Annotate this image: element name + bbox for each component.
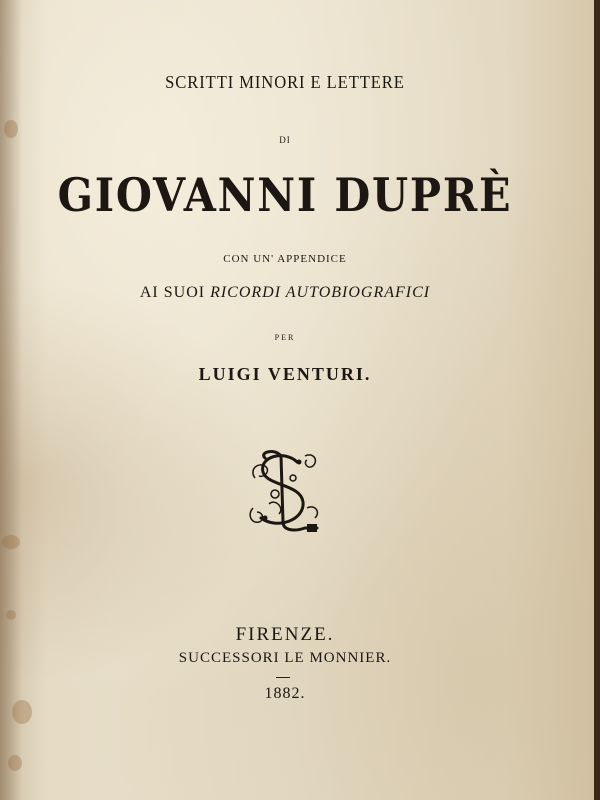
- foxing-stain: [6, 610, 16, 620]
- divider-rule: [276, 677, 290, 678]
- publication-year: 1882.: [264, 685, 306, 702]
- appendix-line-2: [0, 284, 570, 302]
- di-label: DI: [279, 135, 291, 145]
- publication-city: FIRENZE.: [235, 624, 335, 645]
- publisher-name: SUCCESSORI LE MONNIER.: [178, 650, 392, 666]
- appendix-italic: RICORDI AUTOBIOGRAFICI: [210, 284, 431, 301]
- author-name: GIOVANNI DUPRÈ: [57, 168, 513, 222]
- foxing-stain: [2, 535, 20, 549]
- series-title: SCRITTI MINORI E LETTERE: [165, 72, 405, 92]
- editor-name: LUIGI VENTURI.: [198, 364, 372, 384]
- foxing-stain: [8, 755, 22, 771]
- appendix-line-1: CON UN' APPENDICE: [223, 253, 347, 265]
- printer-monogram-icon: [245, 448, 325, 536]
- appendix-prefix: AI SUOI: [139, 284, 211, 301]
- per-label: PER: [274, 333, 296, 342]
- foxing-stain: [12, 700, 32, 724]
- book-edge: [594, 0, 600, 800]
